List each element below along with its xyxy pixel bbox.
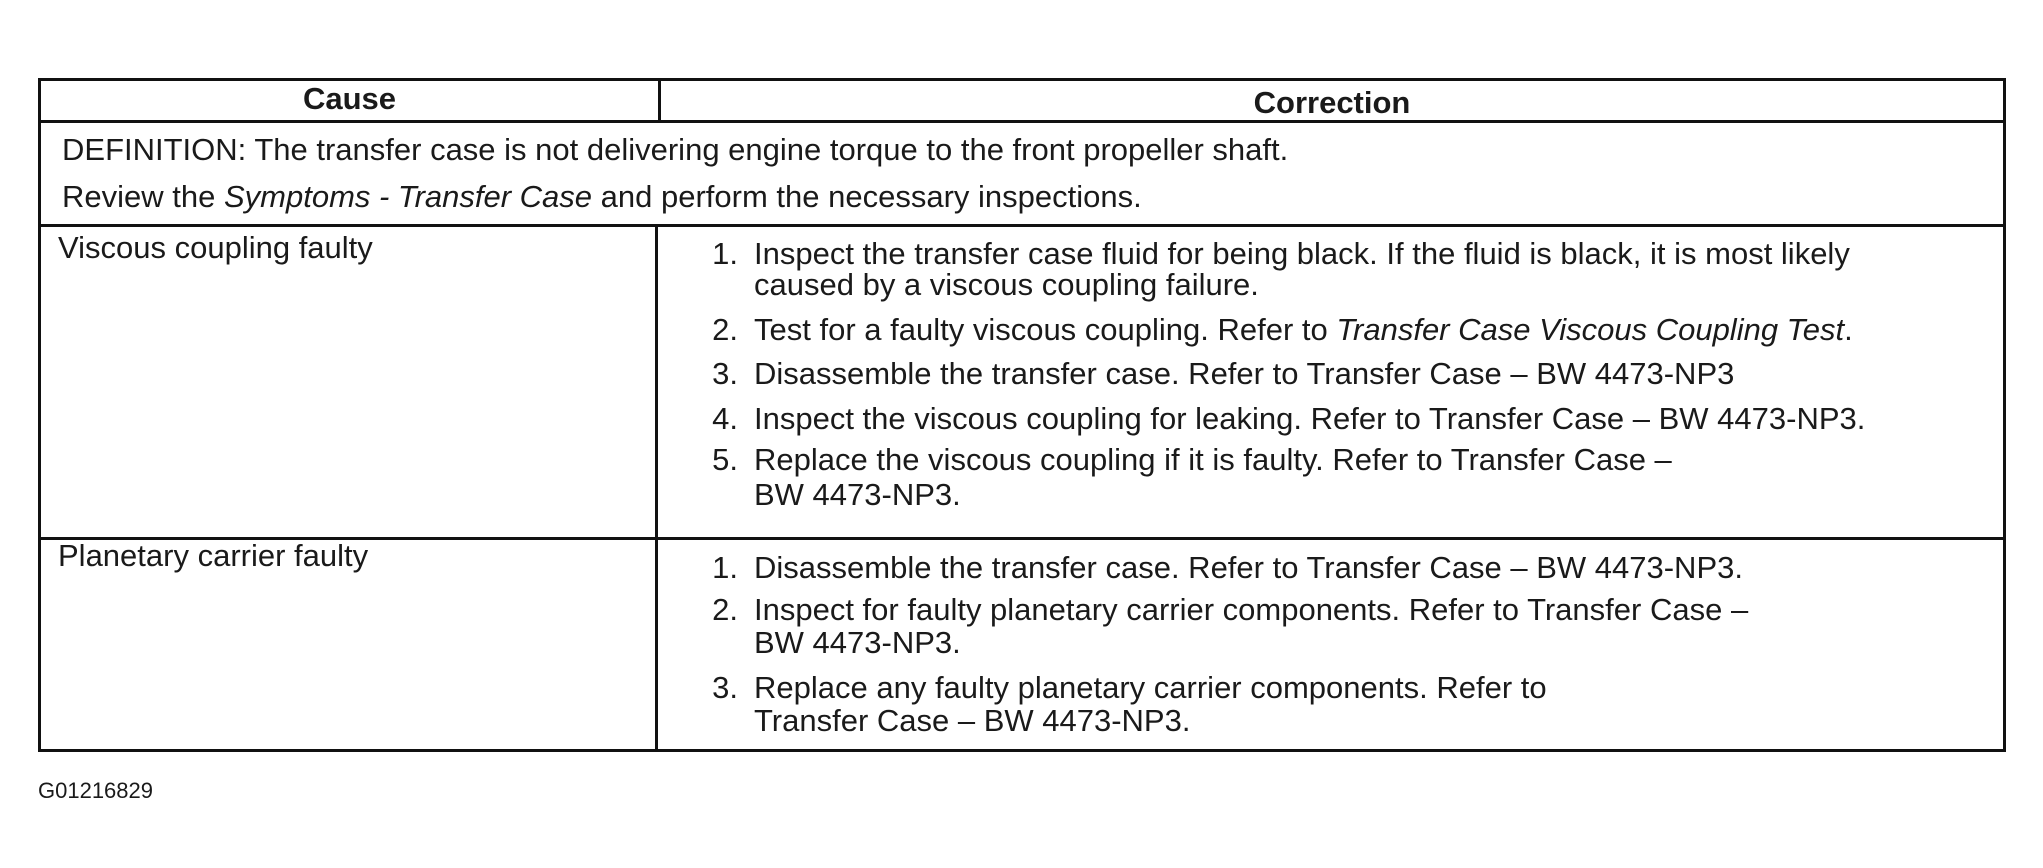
header-cause: Cause — [302, 81, 397, 116]
cause-viscous-coupling: Viscous coupling faulty — [58, 230, 373, 265]
figure-id: G01216829 — [38, 778, 153, 803]
step-text — [754, 355, 1734, 392]
step-number: 2. — [712, 592, 738, 627]
step-line: Inspect for faulty planetary carrier components. Refer to Transfer Case – — [754, 592, 1749, 627]
step-line: Disassemble the transfer case. Refer to Transfer Case – BW 4473-NP3 — [754, 356, 1735, 391]
step-line: Replace the viscous coupling if it is faulty. Refer to Transfer Case – — [754, 442, 1672, 477]
step-number: 1. — [712, 236, 738, 271]
step-number: 3. — [712, 670, 738, 705]
step-text — [754, 441, 1672, 513]
step-line: Inspect the transfer case fluid for being black. If the fluid is black, it is most likely — [754, 236, 1850, 271]
step-text — [754, 311, 1853, 348]
review-prefix: Review the — [62, 179, 224, 214]
column-divider-body — [655, 224, 658, 752]
step-text — [754, 669, 1547, 739]
step-number: 2. — [712, 312, 738, 347]
step-line: Transfer Case – BW 4473-NP3. — [754, 703, 1191, 738]
review-suffix: and perform the necessary inspections. — [592, 179, 1142, 214]
step-number: 1. — [712, 550, 738, 585]
step-line: Inspect the viscous coupling for leaking. Refer to Transfer Case – BW 4473-NP3. — [754, 401, 1866, 436]
step-italic-reference: Transfer Case Viscous Coupling Test — [1336, 312, 1845, 347]
step-line: Replace any faulty planetary carrier components. Refer to — [754, 670, 1547, 705]
step-suffix: . — [1844, 312, 1853, 347]
step-number: 5. — [712, 442, 738, 477]
step-text — [754, 400, 1865, 437]
header-correction: Correction — [1253, 85, 1411, 120]
step-text — [754, 235, 1850, 303]
review-italic-reference: Symptoms - Transfer Case — [223, 179, 593, 214]
cause-planetary-carrier: Planetary carrier faulty — [58, 538, 369, 573]
definition-text: DEFINITION: The transfer case is not delivering engine torque to the front propeller shaft. — [62, 132, 1289, 167]
step-line: caused by a viscous coupling failure. — [754, 267, 1259, 302]
step-prefix: Test for a faulty viscous coupling. Refer to — [754, 312, 1337, 347]
step-number: 4. — [712, 401, 738, 436]
step-line: BW 4473-NP3. — [754, 477, 961, 512]
step-text — [754, 591, 1748, 661]
step-line: BW 4473-NP3. — [754, 625, 961, 660]
definition-review — [62, 178, 1142, 215]
step-number: 3. — [712, 356, 738, 391]
step-text — [754, 549, 1743, 586]
step-line: Disassemble the transfer case. Refer to Transfer Case – BW 4473-NP3. — [754, 550, 1743, 585]
definition-divider — [38, 224, 2006, 227]
